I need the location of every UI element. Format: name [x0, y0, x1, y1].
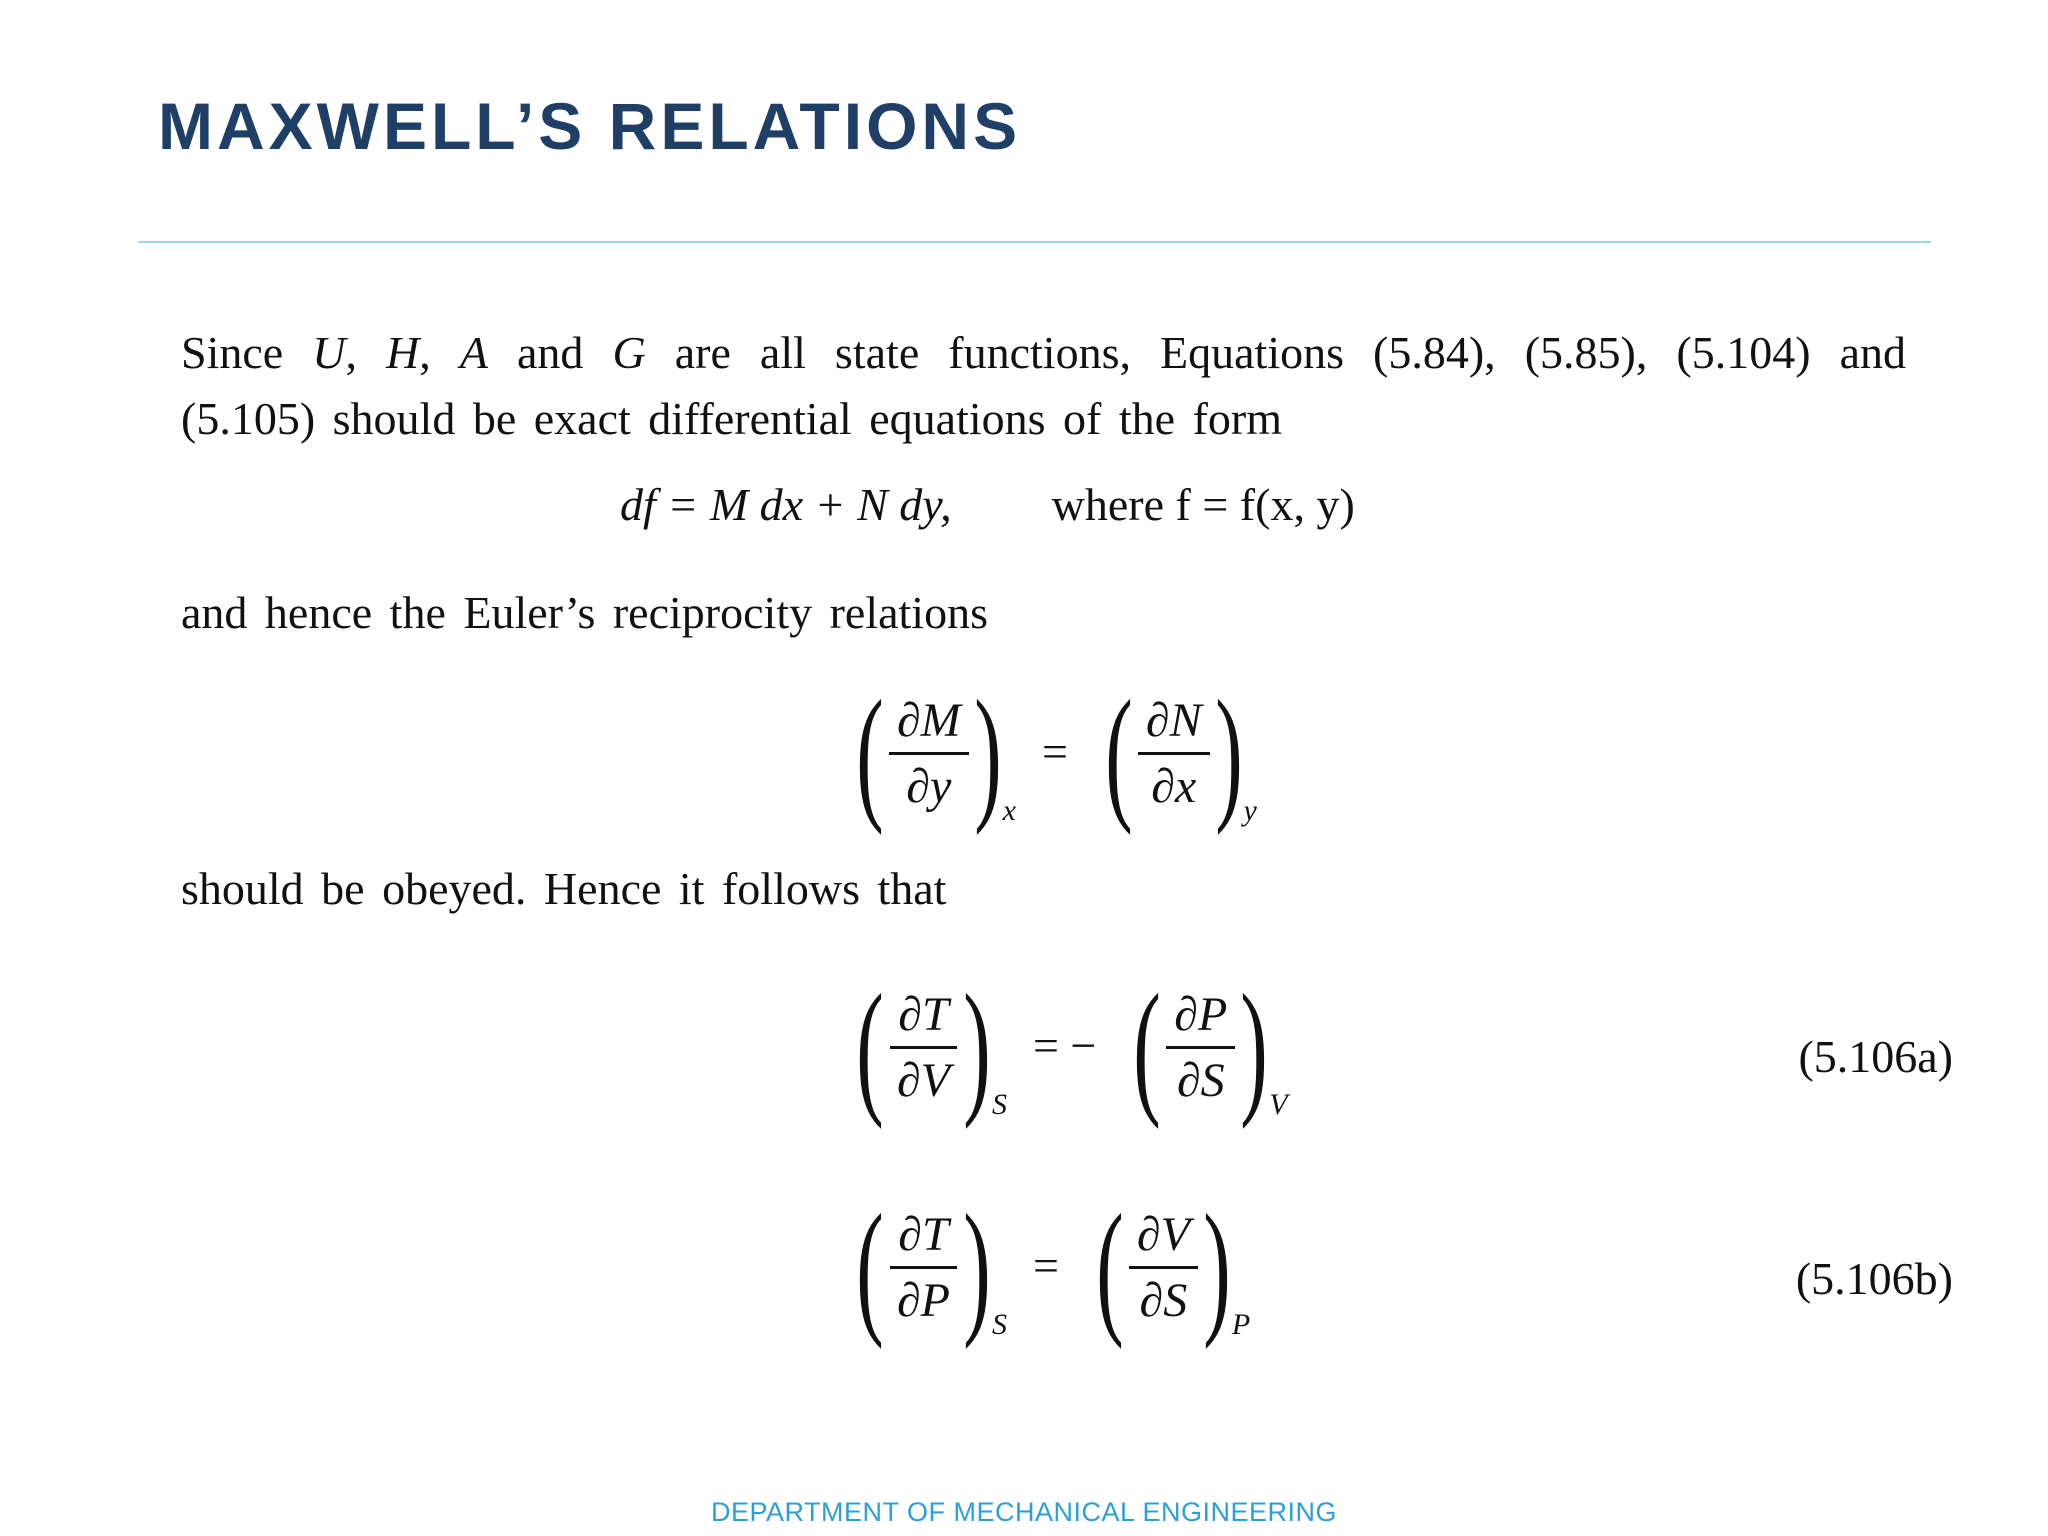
euler-reciprocity-equation: ( $\frac{\partial M}{\partial y}$ ) x = ( $\frac{\partial N}{\partial x}$ ) y: [856, 670, 1257, 836]
subscript: S: [991, 1088, 1007, 1121]
equation-number-a: (5.106a): [1798, 1031, 1953, 1082]
subscript: V: [1269, 1088, 1288, 1121]
fraction-numerator: ∂V: [1129, 1207, 1198, 1269]
fraction-numerator: ∂M: [889, 693, 969, 755]
equals-minus-sign: = −: [1032, 1019, 1097, 1071]
equation-number-b: (5.106b): [1795, 1253, 1953, 1304]
equals-sign: =: [1041, 725, 1068, 777]
title-divider: [138, 241, 1931, 243]
fraction-numerator: ∂T: [890, 987, 956, 1049]
euler-paragraph: and hence the Euler’s reciprocity relations: [181, 587, 988, 638]
fraction-numerator: ∂T: [890, 1207, 956, 1269]
fraction-denominator: ∂y: [906, 759, 952, 813]
fraction-denominator: ∂V: [896, 1053, 950, 1107]
exact-differential-equation: [620, 478, 1355, 531]
footer-department: DEPARTMENT OF MECHANICAL ENGINEERING: [710, 1497, 1338, 1527]
slide-title: MAXWELL’S RELATIONS: [158, 89, 1022, 163]
subscript: x: [1002, 794, 1016, 827]
intro-line-1: Since U, H, A and G are all state functions, Equations (5.84), (5.85), (5.104) and: [181, 327, 1907, 378]
follows-paragraph: should be obeyed. Hence it follows that: [181, 863, 947, 914]
intro-paragraph: [181, 320, 1906, 452]
fraction-denominator: ∂x: [1151, 759, 1197, 813]
intro-line-2: (5.105) should be exact differential equations of the form: [181, 393, 1282, 444]
fraction-denominator: ∂P: [896, 1273, 950, 1327]
fraction-denominator: ∂S: [1139, 1273, 1188, 1327]
exact-differential-rhs: where f = f(x, y): [1051, 479, 1355, 530]
maxwell-equation-a: ( $\frac{\partial T}{\partial V}$ ) S = − ( $\frac{\partial P}{\partial S}$ ) V: [856, 964, 1288, 1130]
subscript: P: [1231, 1308, 1251, 1341]
fraction-denominator: ∂S: [1176, 1053, 1225, 1107]
fraction-numerator: ∂P: [1166, 987, 1235, 1049]
subscript: S: [991, 1308, 1007, 1341]
equals-sign: =: [1032, 1239, 1059, 1291]
exact-differential-lhs: df = M dx + N dy,: [620, 479, 952, 530]
fraction-numerator: ∂N: [1138, 693, 1210, 755]
subscript: y: [1243, 794, 1257, 827]
maxwell-equation-b: ( $\frac{\partial T}{\partial P}$ ) S = ( $\frac{\partial V}{\partial S}$ ) P: [856, 1184, 1251, 1350]
